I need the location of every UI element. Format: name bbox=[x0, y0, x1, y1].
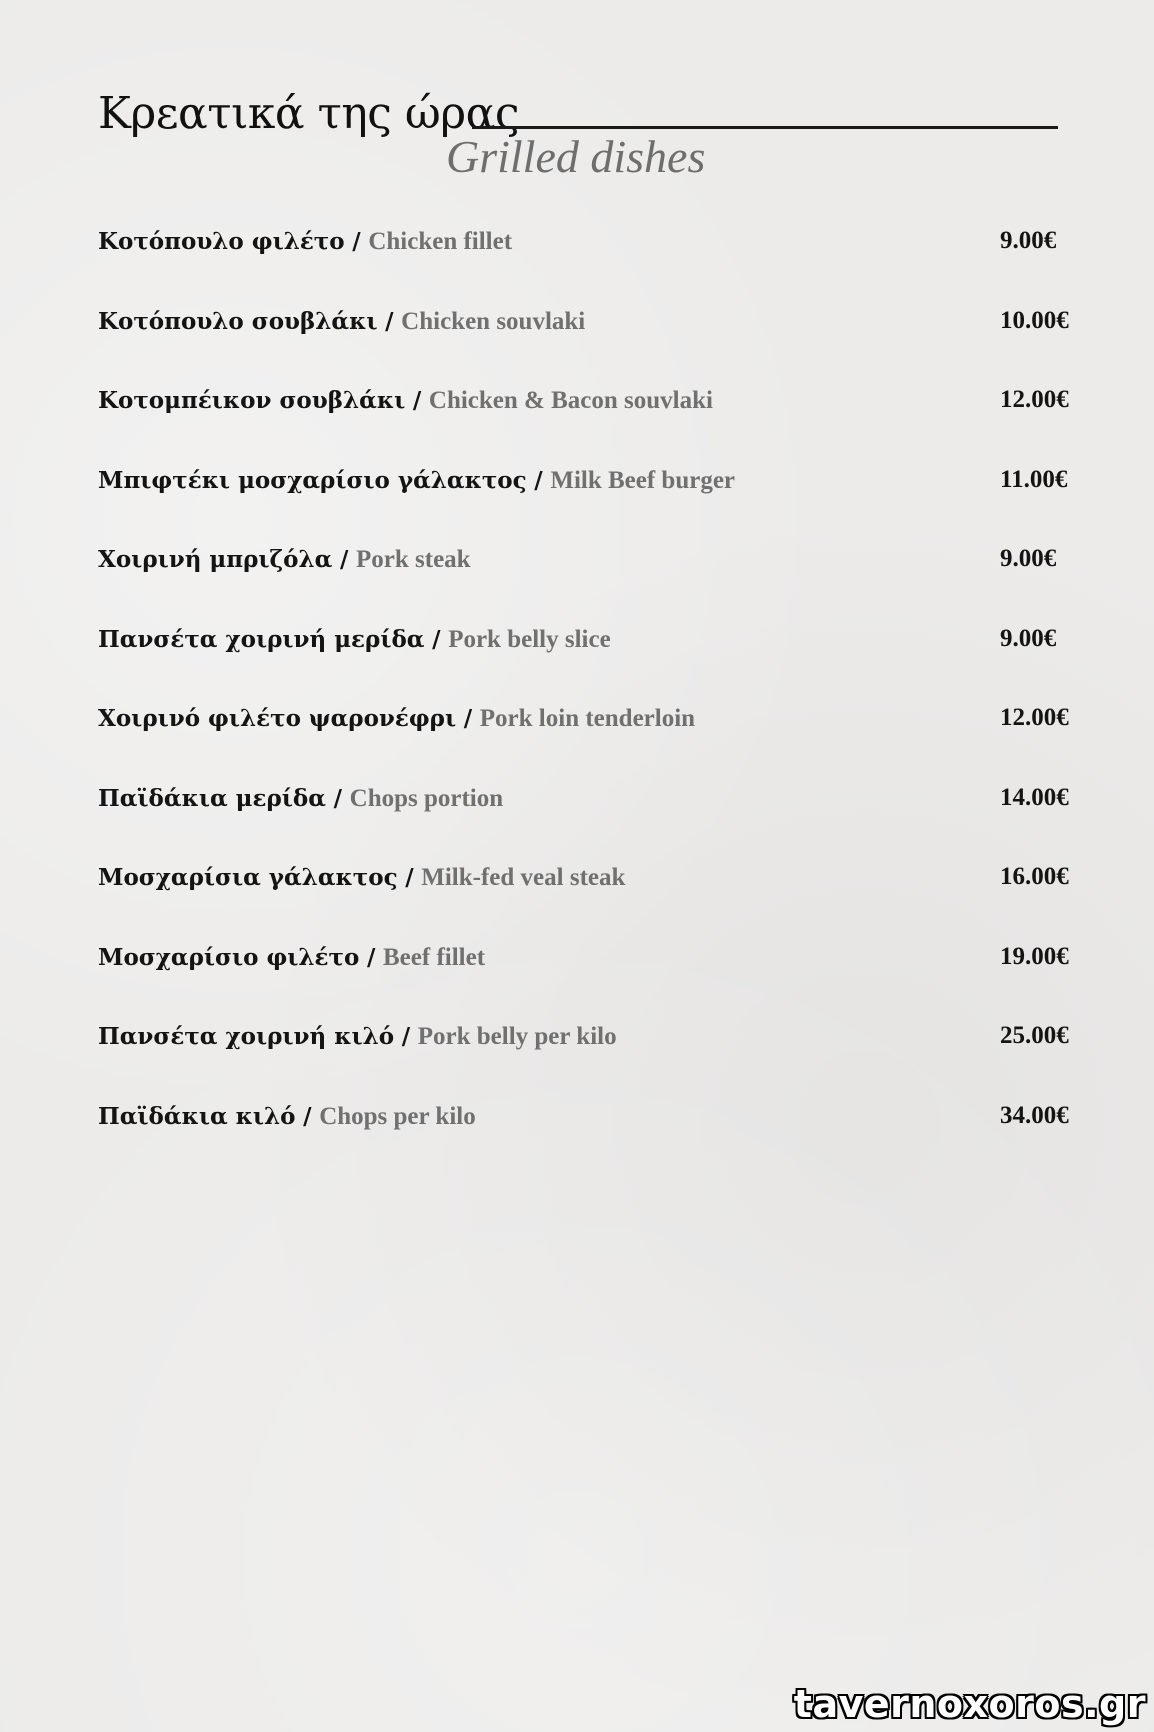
item-name-english: Pork belly slice bbox=[448, 625, 611, 653]
item-price: 12.00€ bbox=[1000, 386, 1069, 413]
menu-item bbox=[98, 302, 1070, 382]
item-name-greek: Παϊδάκια κιλό bbox=[98, 1102, 296, 1130]
item-price: 16.00€ bbox=[1000, 863, 1069, 890]
menu-header bbox=[98, 88, 1058, 188]
menu-item bbox=[98, 381, 1070, 461]
item-separator: / bbox=[401, 1023, 411, 1050]
menu-item bbox=[98, 1017, 1070, 1097]
item-price: 9.00€ bbox=[1000, 545, 1057, 572]
item-name-english: Beef fillet bbox=[383, 943, 486, 971]
item-name-greek: Μπιφτέκι μοσχαρίσιο γάλακτος bbox=[98, 466, 527, 494]
watermark: tavernoxoros.gr bbox=[793, 1682, 1146, 1726]
menu-item bbox=[98, 779, 1070, 859]
item-name-greek: Κοτομπέικον σουβλάκι bbox=[98, 387, 406, 414]
item-name-english: Pork loin tenderloin bbox=[479, 705, 696, 732]
item-separator: / bbox=[333, 784, 342, 812]
item-name-greek: Χοιρινή μπριζόλα bbox=[98, 546, 333, 573]
item-name-english: Chicken & Bacon souvlaki bbox=[428, 387, 713, 414]
title-english: Grilled dishes bbox=[446, 131, 706, 182]
menu-item bbox=[98, 461, 1070, 541]
item-separator: / bbox=[303, 1102, 312, 1130]
item-name-greek: Παϊδάκια μερίδα bbox=[98, 784, 326, 812]
item-name-english: Chicken souvlaki bbox=[401, 307, 586, 335]
item-price: 34.00€ bbox=[1000, 1101, 1069, 1129]
item-name-english: Milk Beef burger bbox=[550, 466, 736, 494]
item-price: 14.00€ bbox=[1000, 783, 1069, 811]
item-name-greek: Κοτόπουλο φιλέτο bbox=[98, 228, 345, 255]
item-name-english: Chicken fillet bbox=[368, 228, 513, 255]
item-separator: / bbox=[432, 625, 441, 653]
item-name-greek: Μοσχαρίσια γάλακτος bbox=[98, 864, 398, 891]
menu-item bbox=[98, 540, 1070, 620]
item-price: 11.00€ bbox=[1000, 465, 1068, 493]
item-name-english: Pork steak bbox=[356, 546, 471, 573]
item-name-english: Milk-fed veal steak bbox=[421, 864, 626, 891]
item-name-greek: Κοτόπουλο σουβλάκι bbox=[98, 307, 378, 335]
item-price: 25.00€ bbox=[1000, 1022, 1069, 1049]
menu-items-list bbox=[98, 222, 1070, 1176]
item-separator: / bbox=[385, 307, 394, 335]
item-separator: / bbox=[534, 466, 543, 494]
item-price: 10.00€ bbox=[1000, 306, 1069, 334]
title-rule bbox=[472, 126, 1058, 129]
menu-item bbox=[98, 1097, 1070, 1177]
menu-item bbox=[98, 620, 1070, 700]
item-separator: / bbox=[339, 546, 349, 573]
item-separator: / bbox=[405, 864, 414, 891]
item-name-english: Pork belly per kilo bbox=[417, 1023, 617, 1050]
item-name-greek: Μοσχαρίσιο φιλέτο bbox=[98, 943, 360, 971]
item-name-english: Chops portion bbox=[349, 784, 504, 812]
menu-item bbox=[98, 699, 1070, 779]
menu-item bbox=[98, 938, 1070, 1018]
item-price: 9.00€ bbox=[1000, 227, 1057, 254]
item-name-greek: Πανσέτα χοιρινή κιλό bbox=[98, 1023, 395, 1050]
item-name-english: Chops per kilo bbox=[319, 1102, 476, 1130]
item-price: 12.00€ bbox=[1000, 704, 1069, 731]
item-name-greek: Πανσέτα χοιρινή μερίδα bbox=[98, 625, 425, 653]
item-separator: / bbox=[412, 387, 422, 414]
item-price: 19.00€ bbox=[1000, 942, 1069, 970]
item-separator: / bbox=[463, 705, 473, 732]
item-name-greek: Χοιρινό φιλέτο ψαρονέφρι bbox=[98, 705, 457, 732]
item-separator: / bbox=[352, 228, 361, 255]
item-separator: / bbox=[366, 943, 376, 971]
title-greek: Κρεατικά της ώρας bbox=[98, 88, 519, 139]
item-price: 9.00€ bbox=[1000, 624, 1057, 652]
menu-item bbox=[98, 858, 1070, 938]
menu-item bbox=[98, 222, 1070, 302]
